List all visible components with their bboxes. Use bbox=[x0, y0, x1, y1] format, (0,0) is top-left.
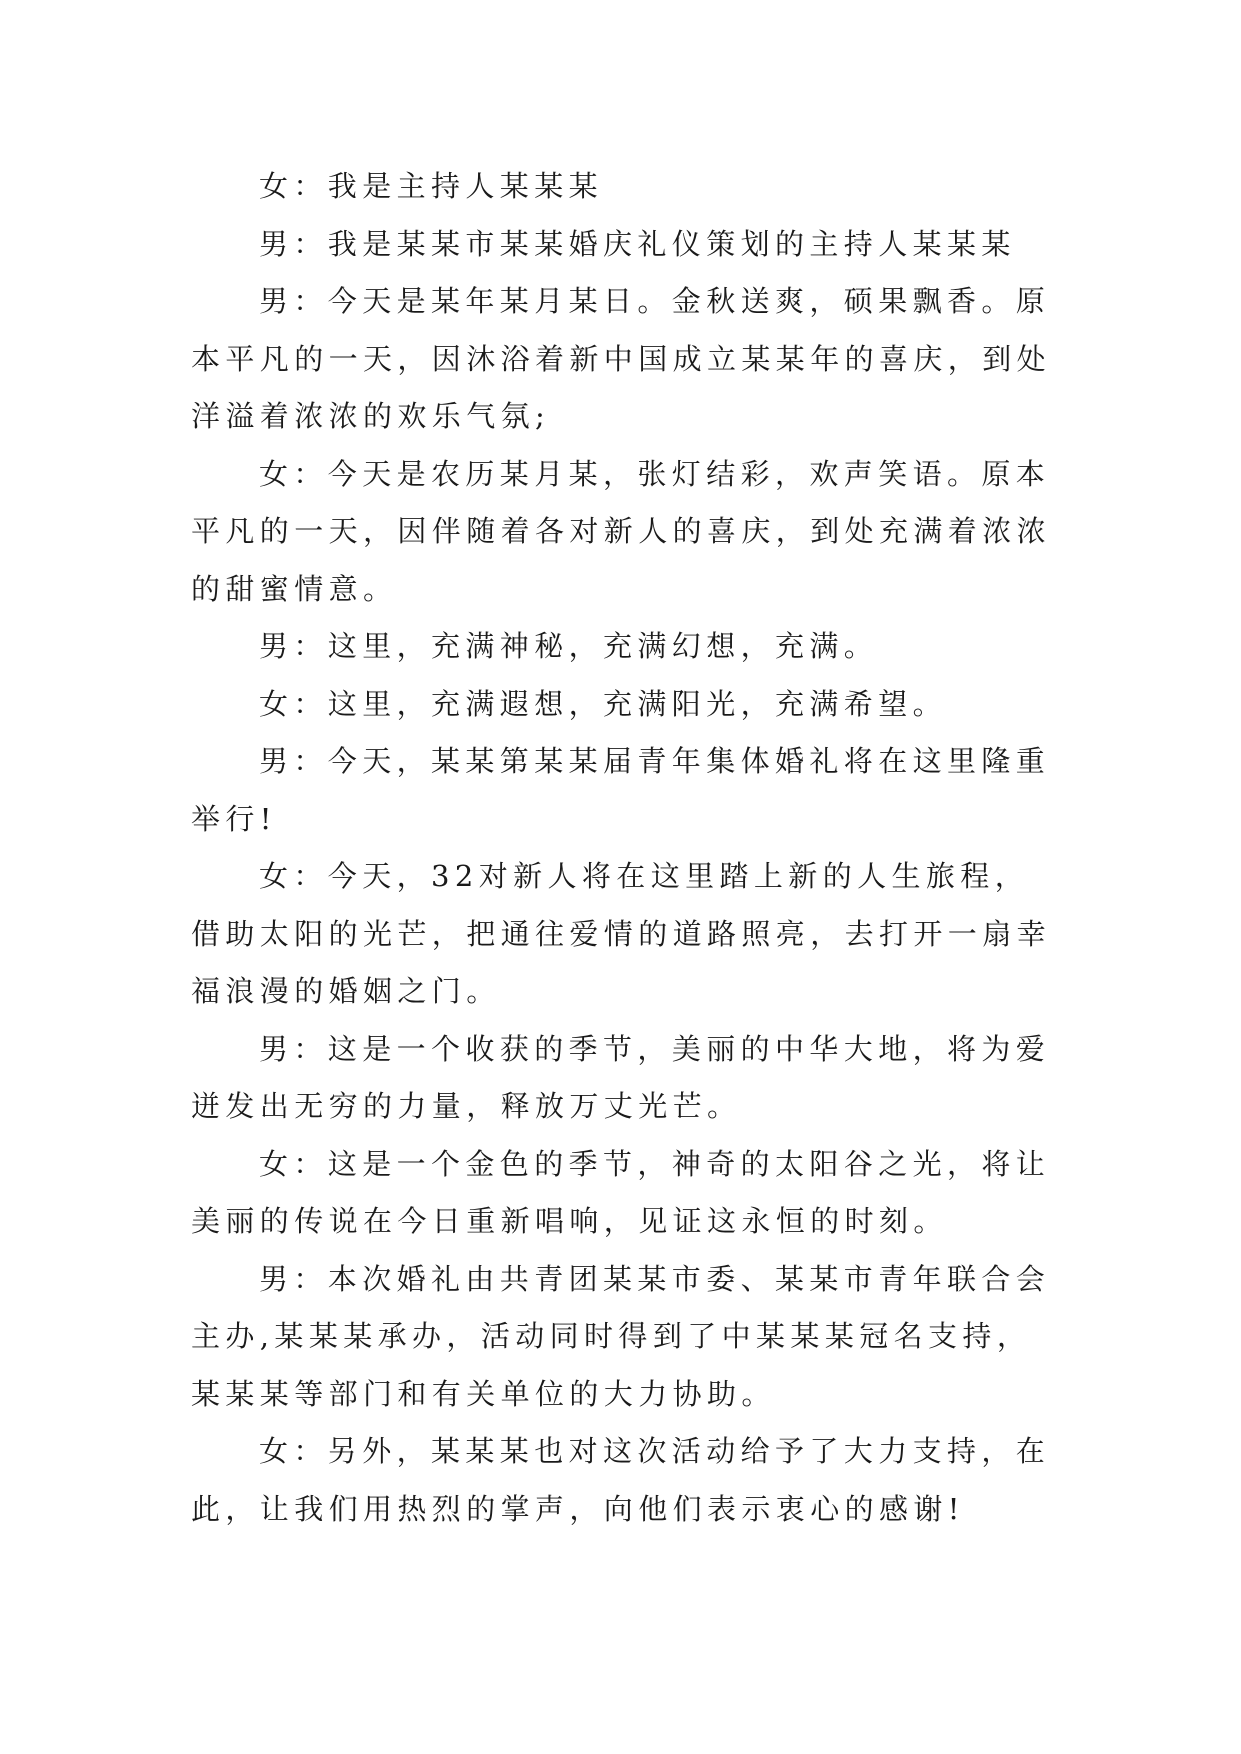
paragraph-5: 男：这里，充满神秘，充满幻想，充满。 bbox=[259, 629, 879, 663]
paragraph-6: 女：这里，充满遐想，充满阳光，充满希望。 bbox=[259, 686, 948, 721]
paragraph-7: 男：今天，某某第某某届青年集体婚礼将在这里隆重举行! bbox=[191, 744, 1051, 836]
paragraph-12: 女：另外，某某某也对这次活动给予了大力支持，在此，让我们用热烈的掌声，向他们表示衷心的感谢! bbox=[191, 1434, 1051, 1526]
paragraph-10: 女：这是一个金色的季节，神奇的太阳谷之光，将让美丽的传说在今日重新唱响，见证这永恒的时刻。 bbox=[191, 1146, 1051, 1238]
document-body bbox=[191, 158, 1051, 1538]
paragraph-11: 男：本次婚礼由共青团某某市委、某某市青年联合会主办,某某某承办，活动同时得到了中某某某冠名支持，某某某等部门和有关单位的大力协助。 bbox=[191, 1261, 1051, 1411]
paragraph-8: 女：今天，32对新人将在这里踏上新的人生旅程，借助太阳的光芒，把通往爱情的道路照亮，去打开一扇幸福浪漫的婚姻之门。 bbox=[191, 859, 1052, 1008]
paragraph-1: 女：我是主持人某某某 bbox=[259, 169, 604, 203]
paragraph-9: 男：这是一个收获的季节，美丽的中华大地，将为爱迸发出无穷的力量，释放万丈光芒。 bbox=[191, 1031, 1051, 1123]
paragraph-2: 男：我是某某市某某婚庆礼仪策划的主持人某某某 bbox=[259, 226, 1016, 261]
paragraph-4: 女：今天是农历某月某，张灯结彩，欢声笑语。原本平凡的一天，因伴随着各对新人的喜庆，到处充满着浓浓的甜蜜情意。 bbox=[191, 456, 1052, 606]
paragraph-3: 男：今天是某年某月某日。金秋送爽，硕果飘香。原本平凡的一天，因沐浴着新中国成立某某年的喜庆，到处洋溢着浓浓的欢乐气氛; bbox=[191, 284, 1052, 433]
